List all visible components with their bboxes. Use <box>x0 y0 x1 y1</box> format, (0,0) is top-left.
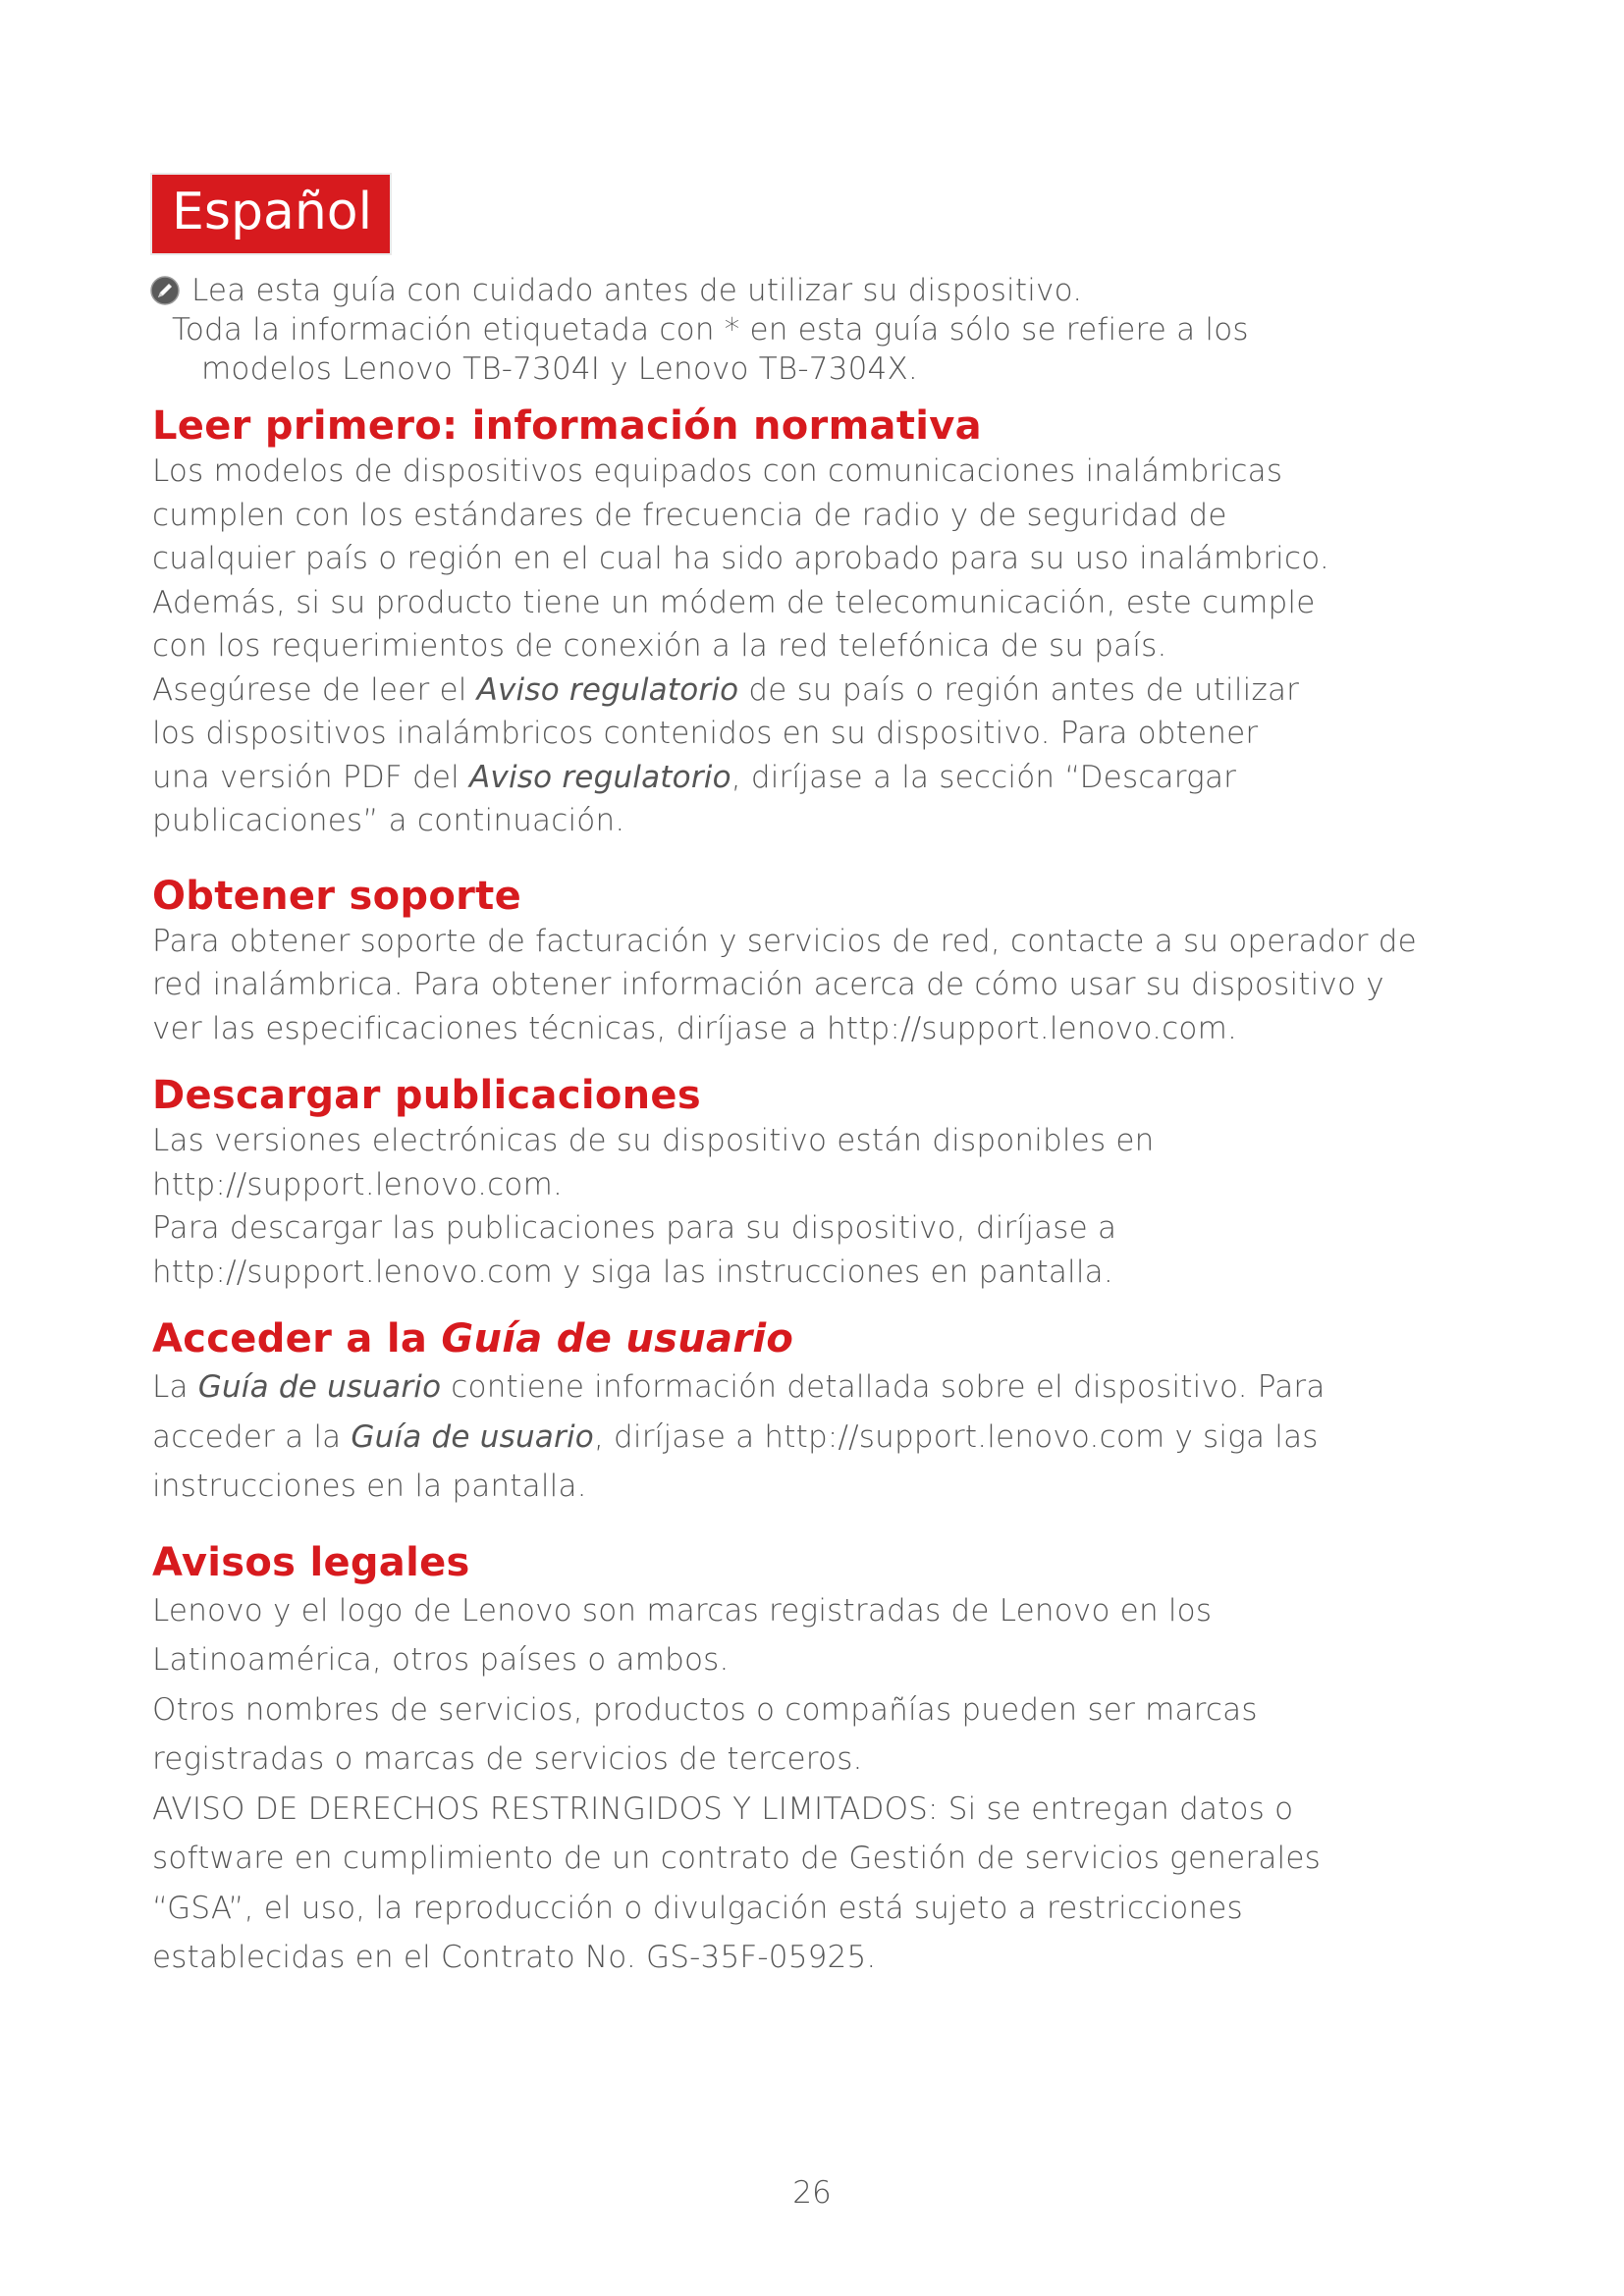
legal-line-3: Otros nombres de servicios, productos o compañías pueden ser marcas <box>152 1691 1258 1728</box>
section-downloads <box>152 1072 1517 1294</box>
legal-line-6: software en cumplimiento de un contrato de Gestión de servicios generales <box>152 1841 1321 1876</box>
section-title-regulatory: Leer primero: información normativa <box>152 403 982 449</box>
intro-note <box>152 271 1517 389</box>
intro-text-2: Toda la información etiquetada con * en esta guía sólo se refiere a los <box>172 312 1249 347</box>
downloads-line-4: http://support.lenovo.com y siga las instrucciones en pantalla. <box>152 1254 1113 1290</box>
legal-line-1: Lenovo y el logo de Lenovo son marcas registradas de Lenovo en los <box>152 1592 1213 1629</box>
regulatory-line-6: Asegúrese de leer el Aviso regulatorio de su país o región antes de utilizar <box>152 671 1300 708</box>
regulatory-line-9: publicaciones” a continuación. <box>152 803 625 838</box>
user-guide-line-3: instrucciones en la pantalla. <box>152 1468 587 1504</box>
section-title-support: Obtener soporte <box>152 873 522 919</box>
section-title-downloads: Descargar publicaciones <box>152 1073 701 1118</box>
section-regulatory <box>152 402 1517 843</box>
regulatory-line-4: Además, si su producto tiene un módem de telecomunicación, este cumple <box>152 584 1316 620</box>
user-guide-line-2: acceder a la Guía de usuario, diríjase a http://support.lenovo.com y siga las <box>152 1418 1319 1455</box>
section-user-guide <box>152 1315 1517 1512</box>
regulatory-line-3: cualquier país o región en el cual ha sido aprobado para su uso inalámbrico. <box>152 541 1329 576</box>
support-line-2: red inalámbrica. Para obtener información acerca de cómo usar su dispositivo y <box>152 967 1384 1002</box>
intro-line-1 <box>152 271 1517 310</box>
regulatory-line-2: cumplen con los estándares de frecuencia de radio y de seguridad de <box>152 497 1227 533</box>
aviso-regulatorio-title: Aviso regulatorio <box>476 671 739 708</box>
note-pencil-icon <box>150 276 180 305</box>
legal-line-4: registradas o marcas de servicios de terceros. <box>152 1741 863 1777</box>
downloads-line-1: Las versiones electrónicas de su dispositivo están disponibles en <box>152 1123 1155 1158</box>
regulatory-line-5: con los requerimientos de conexión a la red telefónica de su país. <box>152 628 1167 664</box>
support-line-3: ver las especificaciones técnicas, diríjase a http://support.lenovo.com. <box>152 1010 1238 1046</box>
document-page <box>152 175 1517 1983</box>
section-legal <box>152 1539 1517 1983</box>
aviso-regulatorio-title: Aviso regulatorio <box>469 759 731 795</box>
section-title-legal: Avisos legales <box>152 1539 470 1585</box>
regulatory-line-8: una versión PDF del Aviso regulatorio, diríjase a la sección “Descargar <box>152 759 1237 795</box>
page-number: 26 <box>792 2175 832 2211</box>
regulatory-line-7: los dispositivos inalámbricos contenidos en su dispositivo. Para obtener <box>152 716 1259 751</box>
user-guide-line-1: La Guía de usuario contiene información detallada sobre el dispositivo. Para <box>152 1369 1326 1405</box>
legal-line-7: “GSA”, el uso, la reproducción o divulgación está sujeto a restricciones <box>152 1890 1243 1926</box>
intro-text-1: Lea esta guía con cuidado antes de utilizar su dispositivo. <box>191 273 1083 308</box>
language-badge: Español <box>152 175 390 253</box>
legal-line-5: AVISO DE DERECHOS RESTRINGIDOS Y LIMITADOS: Si se entregan datos o <box>152 1790 1294 1827</box>
support-line-1: Para obtener soporte de facturación y servicios de red, contacte a su operador de <box>152 923 1417 959</box>
downloads-line-2: http://support.lenovo.com. <box>152 1166 564 1202</box>
regulatory-line-1: Los modelos de dispositivos equipados con comunicaciones inalámbricas <box>152 454 1283 489</box>
legal-line-2: Latinoamérica, otros países o ambos. <box>152 1642 730 1678</box>
intro-text-3: modelos Lenovo TB-7304I y Lenovo TB-7304X. <box>201 351 918 387</box>
legal-line-8: establecidas en el Contrato No. GS-35F-05925. <box>152 1940 877 1975</box>
section-title-user-guide: Acceder a la Guía de usuario <box>152 1316 794 1362</box>
downloads-line-3: Para descargar las publicaciones para su dispositivo, diríjase a <box>152 1210 1117 1246</box>
section-support <box>152 873 1517 1051</box>
